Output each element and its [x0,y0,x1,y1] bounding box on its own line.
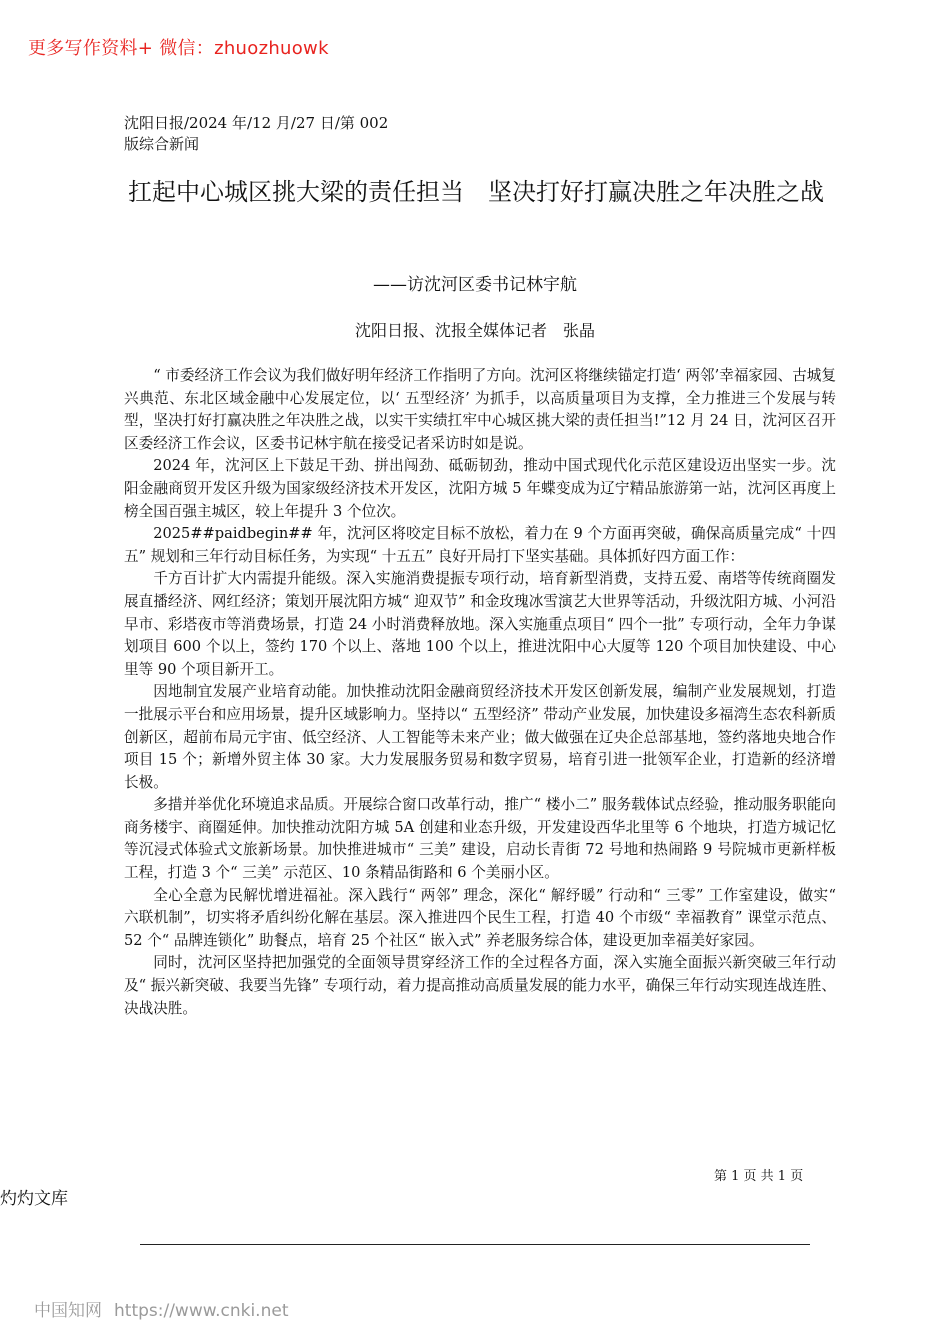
page-number: 第 1 页 共 1 页 [714,1169,804,1184]
watermark-brand: 中国知网 [34,1301,102,1321]
article-paragraph: 2025##paidbegin## 年，沈河区将咬定目标不放松，着力在 9 个方面再突破，确保高质量完成“ 十四五” 规划和三年行动目标任务，为实现“ 十五五” 良好开局打下坚实基础。具体抓好四方面工作： [124,525,836,565]
article-paragraph: 2024 年，沈河区上下鼓足干劲、拼出闯劲、砥砺韧劲，推动中国式现代化示范区建设迈出坚实一步。沈阳金融商贸开发区升级为国家级经济技术开发区，沈阳方城 5 年蝶变成为辽宁精品旅游第一站，沈河区再度上榜全国百强主城区，较上年提升 3 个位次。 [124,457,836,520]
article-paragraph: 千方百计扩大内需提升能级。深入实施消费提振专项行动，培育新型消费，支持五爱、南塔等传统商圈发展直播经济、网红经济；策划开展沈阳方城“ 迎双节” 和金玫瑰冰雪演艺大世界等活动，升级沈阳方城、小河沿早市、彩塔夜市等消费场景，打造 24 小时消费释放地。深入实施重点项目“ 四个一批” 专项行动，全年力争谋划项目 600 个以上，签约 170 个以上、落地 100 个以上，推进沈阳中心大厦等 120 个项目加快建设、中心里等 90 个项目新开工。 [124,570,836,678]
article-paragraph: 因地制宜发展产业培育动能。加快推动沈阳金融商贸经济技术开发区创新发展，编制产业发展规划，打造一批展示平台和应用场景，提升区域影响力。坚持以“ 五型经济” 带动产业发展，加快建设多福湾生态农科新质创新区，超前布局元宇宙、低空经济、人工智能等未来产业；做大做强在辽央企总部基地，签约落地央地合作项目 15 个；新增外贸主体 30 家。大力发展服务贸易和数字贸易，培育引进一批领军企业，打造新的经济增长极。 [124,683,836,791]
article-byline: 沈阳日报、沈报全媒体记者 张晶 [354,321,595,340]
footer-divider [140,1244,810,1245]
article-paragraph: 全心全意为民解忧增进福祉。深入践行“ 两邻” 理念，深化“ 解纾暖” 行动和“ 三零” 工作室建设，做实“ 六联机制”，切实将矛盾纠纷化解在基层。深入推进四个民生工程，打造 40 个市级“ 幸福教育” 课堂示范点、52 个“ 品牌连锁化” 助餐点，培育 25 个社区“ 嵌入式” 养老服务综合体，建设更加幸福美好家园。 [124,886,836,949]
article-subtitle: ——访沈河区委书记林宇航 [373,275,577,295]
article-paragraph: 同时，沈河区坚持把加强党的全面领导贯穿经济工作的全过程各方面，深入实施全面振兴新突破三年行动及“ 振兴新突破、我要当先锋” 专项行动，着力提高推动高质量发展的能力水平，确保三年行动实现连战连胜、决战决胜。 [124,954,836,1017]
article-title: 扛起中心城区挑大梁的责任担当 坚决打好打赢决胜之年决胜之战 [128,178,824,206]
article-body [124,365,836,1020]
article-paragraph: “ 市委经济工作会议为我们做好明年经济工作指明了方向。沈河区将继续锚定打造‘ 两邻’幸福家园、古城复兴典范、东北区域金融中心发展定位，以‘ 五型经济’ 为抓手，以高质量项目为支撑，全力推进三个发展与转型，坚决打好打赢决胜之年决胜之战，以实干实绩扛牢中心城区挑大梁的责任担当!”12 月 24 日，沈河区召开区委经济工作会议，区委书记林宇航在接受记者采访时如是说。 [124,367,836,452]
promo-banner: 更多写作资料+ 微信：zhuozhuowk [28,38,329,59]
cnki-watermark [34,1296,288,1321]
library-name: 灼灼文库 [0,1189,68,1209]
source-line: 沈阳日报/2024 年/12 月/27 日/第 002 版综合新闻 [124,114,389,153]
article-paragraph: 多措并举优化环境追求品质。开展综合窗口改革行动，推广“ 楼小二” 服务载体试点经验，推动服务职能向商务楼宇、商圈延伸。加快推动沈阳方城 5A 创建和业态升级，开发建设西华北里等 6 个地块，打造方城记忆等沉浸式体验式文旅新场景。加快推进城市“ 三美” 建设，启动长青街 72 号地和热闹路 9 号院城市更新样板工程，打造 3 个“ 三美” 示范区、10 条精品街路和 6 个美丽小区。 [124,796,836,882]
watermark-url: https://www.cnki.net [114,1301,289,1321]
